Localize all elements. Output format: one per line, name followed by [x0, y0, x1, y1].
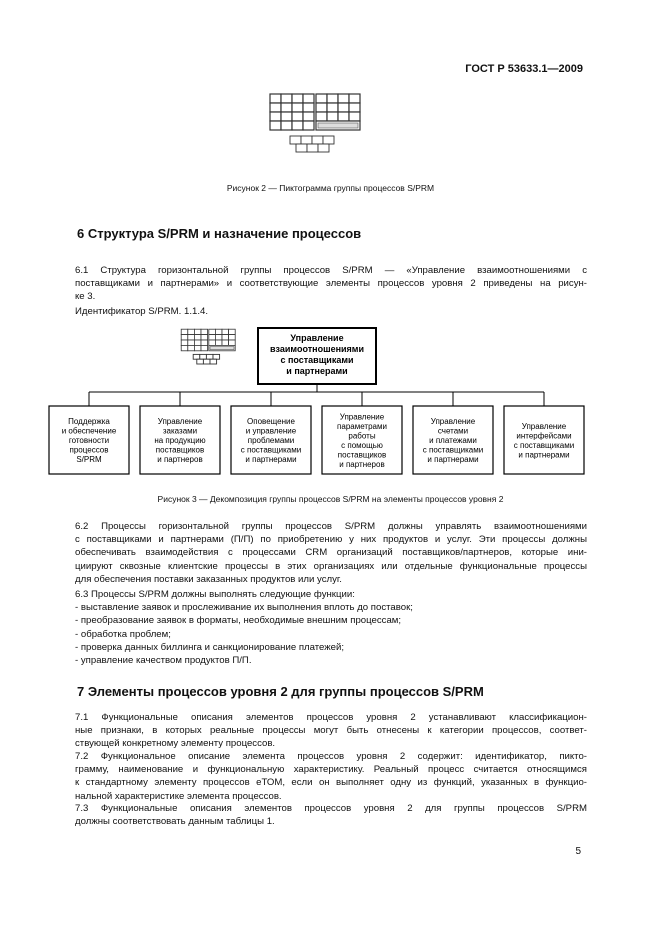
p61-line: ке 3. [75, 291, 96, 303]
picto-cell [194, 340, 201, 345]
picto-cell [181, 345, 188, 350]
picto-cell [181, 340, 188, 345]
picto-cell [194, 335, 201, 340]
sub-box-label: с поставщиками [240, 445, 302, 455]
picto-cell [188, 345, 195, 350]
sub-box-label: на продукцию [154, 436, 206, 445]
sub-box-label: заказами [162, 426, 198, 436]
pictogram-small [181, 329, 235, 364]
picto-cell [349, 94, 360, 103]
picto-cell [201, 345, 208, 350]
picto-cell [215, 329, 222, 334]
sub-box-label: Оповещение [247, 417, 295, 426]
p61-line: поставщиками и партнерами» и соответствующие элементы процессов уровня 2 приведены на рисун- [75, 278, 587, 290]
section7-title: 7 Элементы процессов уровня 2 для группы процессов S/PRM [77, 684, 484, 699]
sub-box-label: поставщиков [337, 450, 387, 460]
p62-line: для обеспечения поставки заказанных продуктов или услуг. [75, 573, 342, 585]
picto-bottom-cell [210, 359, 217, 364]
sub-box-label: и партнерами [245, 455, 297, 464]
picto-cell [270, 94, 281, 103]
list-item: - преобразование заявок в форматы, необходимые внешним процессам; [75, 615, 402, 627]
picto-cell [201, 340, 208, 345]
picto-cell [222, 340, 229, 345]
sub-box-label: готовности [68, 436, 110, 445]
list-item: - управление качеством продуктов П/П. [75, 655, 252, 667]
picto-cell [270, 121, 281, 130]
p71-line: 7.1 Функциональные описания элементов процессов уровня 2 устанавливают классификацион- [75, 712, 587, 723]
sub-box-label: с поставщиками [422, 445, 484, 455]
picto-cell [303, 94, 314, 103]
picto-cell [215, 340, 222, 345]
picto-cell [349, 103, 360, 112]
picto-cell [209, 335, 216, 340]
picto-cell [229, 335, 236, 340]
picto-cell [303, 103, 314, 112]
picto-cell [222, 335, 229, 340]
p73-line: должны соответствовать данным таблицы 1. [75, 816, 275, 828]
picto-cell [188, 340, 195, 345]
picto-cell [281, 103, 292, 112]
sub-box-label: и платежами [429, 436, 477, 445]
picto-cell [327, 112, 338, 121]
paragraph-6-1 [75, 264, 587, 304]
picto-bottom-cell [200, 354, 207, 359]
sub-box-label: параметрами [337, 421, 387, 431]
picto-highlight-inner [210, 347, 234, 350]
sub-box-label: Управление [339, 412, 385, 422]
decomposition-diagram [0, 320, 661, 480]
picto-cell [327, 103, 338, 112]
picto-bottom-cell [213, 354, 220, 359]
paragraph-7-1 [75, 711, 587, 751]
picto-cell [188, 335, 195, 340]
pictogram-large [270, 94, 360, 152]
picto-cell [303, 121, 314, 130]
sub-box-label: Управление [157, 417, 203, 426]
figure3-caption: Рисунок 3 — Декомпозиция группы процессов S/PRM на элементы процессов уровня 2 [157, 494, 504, 504]
picto-cell [181, 329, 188, 334]
picto-cell [270, 112, 281, 121]
figure2-caption: Рисунок 2 — Пиктограмма группы процессов S/PRM [226, 183, 435, 193]
paragraph-7-2 [75, 750, 587, 803]
picto-bottom-cell [197, 359, 204, 364]
picto-cell [338, 112, 349, 121]
p71-line: ные признаки, в которых реальные процессы могут быть отнесены к категории процессов, соответ- [75, 725, 587, 737]
p62-line: с поставщиками и партнерами (П/П) по приобретению у них продуктов и услуг. Эти процессы должны [75, 534, 587, 546]
picto-cell [281, 112, 292, 121]
p62-line: циируют сквозные клиентские процессы в этих организациях или отдельные функциональные процессы [75, 560, 587, 572]
sub-box-label: S/PRM [76, 455, 102, 464]
picto-cell [303, 112, 314, 121]
picto-cell [292, 121, 303, 130]
picto-cell [327, 94, 338, 103]
p62-line: обеспечивать взаимодействия с процессами CRM организаций поставщиков/партнеров, которые ини- [75, 547, 587, 559]
picto-cell [194, 329, 201, 334]
sub-box-label: проблемами [247, 436, 295, 445]
sub-box-label: счетами [437, 426, 469, 436]
top-box-label: и партнерами [286, 366, 348, 376]
sub-box-label: Поддержка [68, 417, 110, 426]
picto-cell [209, 329, 216, 334]
picto-cell [338, 94, 349, 103]
p62-line: 6.2 Процессы горизонтальной группы процессов S/PRM должны управлять взаимоотношениями [75, 521, 587, 532]
top-box-label: взаимоотношениями [270, 344, 364, 354]
p72-line: грамму, наименование и функциональную характеристику. Реальный процесс считается относящимся [75, 764, 587, 776]
picto-cell [181, 335, 188, 340]
p72-line: 7.2 Функциональное описание элемента процессов уровня 2 содержит: идентификатор, пикто- [75, 751, 587, 762]
picto-bottom-cell [290, 136, 301, 144]
picto-bottom-cell [301, 136, 312, 144]
p61-line: 6.1 Структура горизонтальной группы процессов S/PRM — «Управление взаимоотношениями с [75, 265, 587, 276]
picto-cell [316, 112, 327, 121]
picto-cell [270, 103, 281, 112]
list-item: - обработка проблем; [75, 628, 171, 640]
picto-bottom-cell [318, 144, 329, 152]
sub-box-label: и партнерами [427, 455, 479, 464]
picto-bottom-cell [307, 144, 318, 152]
sub-box-label: процессов [69, 445, 109, 455]
list-item: - выставление заявок и прослеживание их выполнения вплоть до поставок; [75, 602, 413, 614]
top-box-label: с поставщиками [280, 355, 354, 365]
picto-cell [292, 94, 303, 103]
sub-box-label: с помощью [341, 440, 383, 450]
document-id: ГОСТ Р 53633.1—2009 [465, 63, 583, 75]
sub-box-label: поставщиков [155, 445, 205, 455]
p72-line: нальной характеристике элемента процессов. [75, 790, 282, 802]
sub-box-label: интерфейсами [516, 431, 572, 441]
sprm-pictogram-large [268, 92, 364, 172]
picto-cell [292, 103, 303, 112]
picto-bottom-cell [203, 359, 210, 364]
picto-cell [229, 329, 236, 334]
picto-cell [316, 94, 327, 103]
picto-cell [201, 329, 208, 334]
picto-cell [201, 335, 208, 340]
picto-cell [281, 94, 292, 103]
p71-line: ствующей конкретному элементу процессов. [75, 738, 276, 750]
picto-cell [292, 112, 303, 121]
top-box-label: Управление [290, 333, 344, 343]
paragraph-6-2 [75, 520, 587, 586]
list-item: - проверка данных биллинга и санкционирование платежей; [75, 641, 345, 653]
picto-bottom-cell [296, 144, 307, 152]
picto-cell [222, 329, 229, 334]
picto-cell [215, 335, 222, 340]
paragraph-7-3 [75, 802, 587, 828]
picto-cell [281, 121, 292, 130]
sub-box-label: и партнерами [518, 450, 570, 460]
picto-cell [316, 103, 327, 112]
sub-box-label: и партнеров [339, 459, 385, 469]
identifier-line: Идентификатор S/PRM. 1.1.4. [75, 306, 209, 317]
page-number: 5 [575, 846, 581, 857]
picto-cell [194, 345, 201, 350]
p73-line: 7.3 Функциональные описания элементов процессов уровня 2 для группы процессов S/PRM [75, 803, 587, 814]
picto-cell [209, 340, 216, 345]
sub-box-label: с поставщиками [513, 440, 575, 450]
picto-bottom-cell [323, 136, 334, 144]
sub-box-label: и обеспечение [61, 426, 117, 436]
sub-box-label: Управление [521, 421, 567, 431]
picto-cell [338, 103, 349, 112]
picto-cell [229, 340, 236, 345]
sub-box-label: и партнеров [157, 455, 203, 464]
paragraph-6-3 [75, 588, 587, 667]
section6-title: 6 Структура S/PRM и назначение процессов [77, 226, 362, 241]
picto-bottom-cell [312, 136, 323, 144]
p63-intro: 6.3 Процессы S/PRM должны выполнять следующие функции: [75, 589, 355, 600]
picto-cell [188, 329, 195, 334]
picto-cell [349, 112, 360, 121]
sub-box-label: работы [348, 431, 376, 441]
picto-highlight-inner [318, 123, 358, 128]
p72-line: к стандартному элементу процессов еТОМ, если он выполняет одну из функций, указанных в функцио- [75, 777, 587, 789]
picto-bottom-cell [206, 354, 213, 359]
sub-box-label: Управление [430, 417, 476, 426]
sub-box-label: и управление [245, 426, 297, 436]
picto-bottom-cell [193, 354, 200, 359]
